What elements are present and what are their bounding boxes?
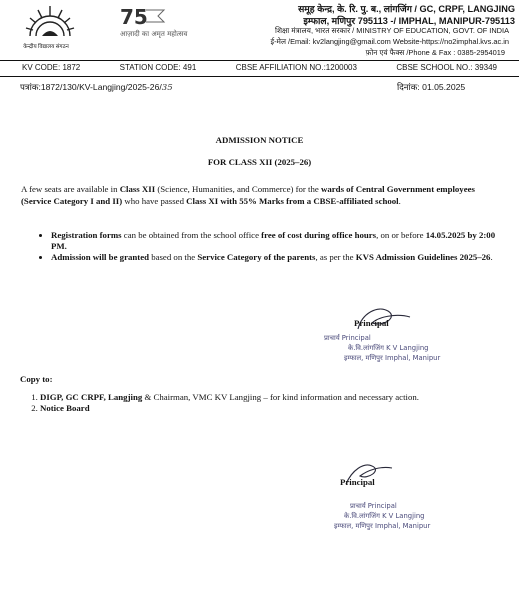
bold-text-run: Service Category of the parents	[197, 252, 316, 262]
school-codes-row	[0, 63, 519, 75]
notice-date: दिनांक: 01.05.2025	[397, 82, 466, 92]
kv-code: KV CODE: 1872	[22, 63, 81, 72]
principal-label: Principal	[340, 477, 375, 487]
bullet-item-registration	[51, 230, 506, 252]
cbse-school-no: CBSE SCHOOL NO.: 39349	[396, 63, 497, 72]
notice-paragraph	[21, 184, 501, 207]
copy-item-digp	[40, 392, 520, 403]
bold-text-run: KVS Admission Guidelines 2025–26	[355, 252, 491, 262]
signature-block-2	[300, 460, 460, 555]
principal-stamp-line-1: प्राचार्य Principal	[350, 502, 397, 510]
text-run: .	[398, 195, 401, 206]
notice-title: ADMISSION NOTICE	[215, 135, 304, 145]
principal-stamp-line-2: के.वि.लांगजिंग K V Langjing	[348, 344, 429, 352]
text-run: based on the	[149, 252, 198, 262]
text-run: .	[490, 252, 493, 262]
bold-text-run: DIGP, GC CRPF, Langjing	[40, 392, 143, 402]
text-run: (Science, Humanities, and Commerce) for the	[155, 184, 322, 194]
text-run: , on or before	[376, 230, 426, 240]
station-code: STATION CODE: 491	[119, 63, 197, 72]
copy-to-heading: Copy to:	[20, 374, 53, 384]
bold-text-run: Registration forms	[51, 230, 122, 240]
reference-number	[20, 81, 173, 93]
cbse-affiliation: CBSE AFFILIATION NO.:1200003	[235, 63, 357, 72]
bold-text-run: Notice Board	[40, 403, 90, 413]
svg-text:आज़ादी का अमृत महोत्सव: आज़ादी का अमृत महोत्सव	[120, 30, 188, 38]
copy-to-list	[20, 392, 520, 414]
text-run: who have passed	[122, 195, 187, 206]
kvs-logo-caption: केन्द्रीय विद्यालय संगठन	[23, 44, 69, 50]
text-run: can be obtained from the school office	[121, 230, 262, 240]
text-run: A few seats are available in	[21, 184, 120, 194]
header-line-4: ई-मेल /Email: kv2langjing@gmail.com Website-https://no2imphal.kvs.ac.in	[270, 37, 509, 46]
bold-text-run: 14.05.2025 by 2:00 PM.	[51, 230, 496, 251]
principal-label: Principal	[354, 318, 389, 328]
svg-text:75: 75	[120, 5, 148, 29]
bold-text-run: Class XI with 55% Marks from a CBSE-affiliated school	[186, 195, 399, 206]
amrit-mahotsav-logo	[118, 4, 188, 48]
kvs-logo	[24, 2, 76, 42]
principal-stamp-line-1: प्राचार्य Principal	[324, 334, 371, 342]
text-run: , as per the	[315, 252, 356, 262]
bold-text-run: Admission will be granted	[51, 252, 149, 262]
bold-text-run: wards of Central Government employees (Service Category I and II)	[21, 184, 475, 206]
notice-subtitle: FOR CLASS XII (2025–26)	[207, 157, 312, 167]
reference-handwritten-suffix: 35	[161, 83, 173, 93]
text-run: & Chairman, VMC KV Langjing – for kind information and necessary action.	[142, 392, 419, 402]
bold-text-run: free of cost during office hours	[261, 230, 377, 240]
principal-stamp-line-3: इम्फाल, मणिपुर Imphal, Manipur	[344, 354, 441, 362]
header-divider-top	[0, 60, 519, 61]
header-line-1: समूह केन्द्र, के. रि. पु. ब., लांगजिंग / GC, CRPF, LANGJING	[298, 4, 515, 14]
header-divider-bottom	[0, 76, 519, 77]
principal-stamp-line-2: के.वि.लांगजिंग K V Langjing	[344, 512, 425, 520]
signature-block-1	[300, 305, 460, 390]
principal-stamp-line-3: इम्फाल, मणिपुर Imphal, Manipur	[334, 522, 431, 530]
bold-text-run: Class XII	[119, 184, 156, 194]
header-line-3: शिक्षा मंत्रालय, भारत सरकार / MINISTRY OF EDUCATION, GOVT. OF INDIA	[275, 26, 509, 35]
notice-bullet-list	[33, 230, 506, 263]
bullet-item-admission	[51, 252, 506, 263]
reference-number-text: पत्रांक:1872/130/KV-Langjing/2025-26/	[20, 82, 162, 92]
copy-item-notice-board	[40, 403, 520, 414]
header-line-5: फ़ोन एवं फैक्स /Phone & Fax : 0385-2954019	[365, 48, 505, 57]
header-line-2: इम्फाल, मणिपुर 795113 -/ IMPHAL, MANIPUR-795113	[303, 16, 515, 26]
